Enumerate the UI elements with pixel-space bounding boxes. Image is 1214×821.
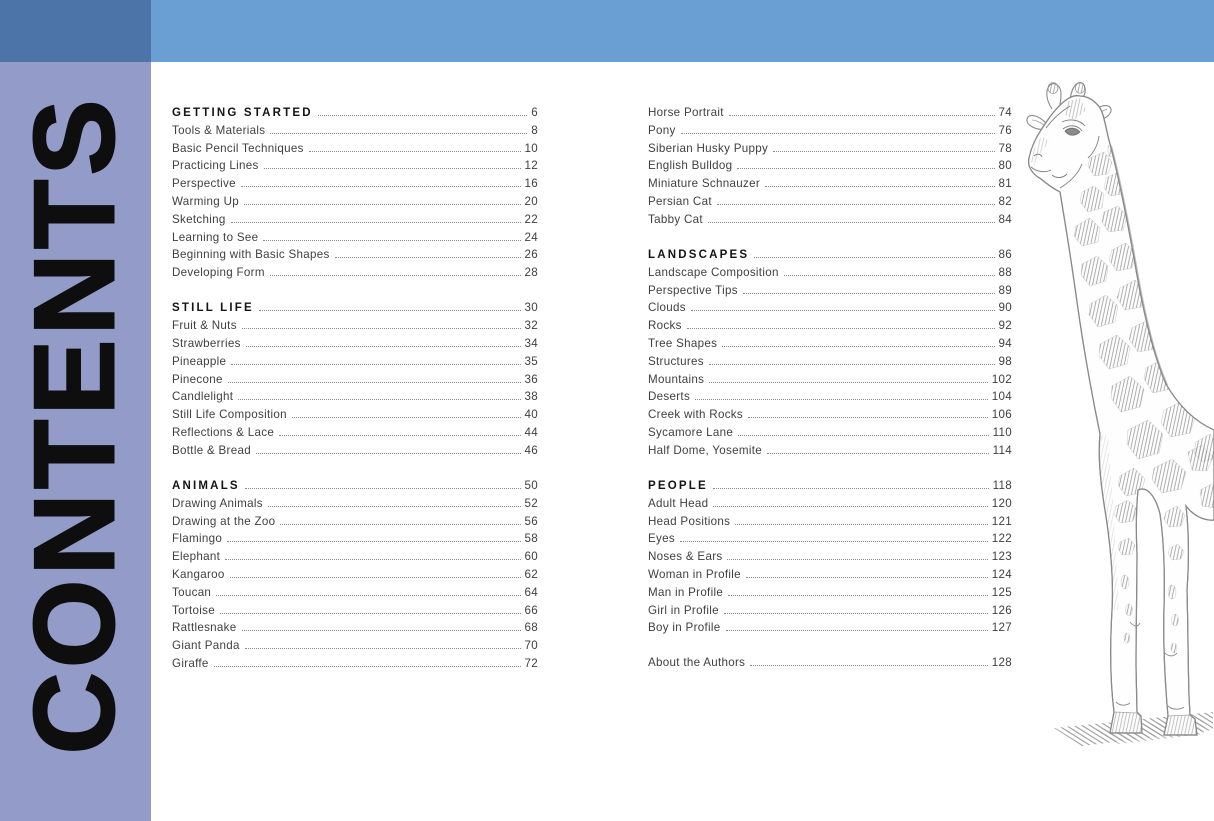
toc-page-number: 52 bbox=[524, 496, 538, 510]
toc-page-number: 89 bbox=[998, 283, 1012, 297]
toc-item-row bbox=[648, 142, 1012, 160]
dot-leader bbox=[259, 310, 521, 311]
toc-page-number: 16 bbox=[524, 177, 538, 191]
dot-leader bbox=[709, 382, 988, 383]
toc-section bbox=[172, 479, 538, 675]
toc-section bbox=[648, 248, 1012, 462]
toc-item-label: Drawing at the Zoo bbox=[172, 514, 276, 528]
toc-item-row bbox=[648, 195, 1012, 213]
toc-item-row bbox=[648, 532, 1012, 550]
toc-item-label: Miniature Schnauzer bbox=[648, 177, 761, 191]
dot-leader bbox=[231, 222, 521, 223]
dot-leader bbox=[784, 275, 995, 276]
toc-page-number: 26 bbox=[524, 248, 538, 262]
dot-leader bbox=[743, 293, 995, 294]
toc-item-label: Structures bbox=[648, 354, 704, 368]
toc-page-number: 56 bbox=[524, 514, 538, 528]
toc-page-number: 81 bbox=[998, 177, 1012, 191]
dot-leader bbox=[727, 559, 987, 560]
dot-leader bbox=[238, 399, 520, 400]
toc-page-number: 127 bbox=[991, 621, 1012, 635]
toc-item-row bbox=[172, 497, 538, 515]
toc-item-label: Basic Pencil Techniques bbox=[172, 141, 304, 155]
toc-item-row bbox=[648, 515, 1012, 533]
top-bar bbox=[151, 0, 1214, 62]
dot-leader bbox=[270, 275, 521, 276]
toc-page-number: 32 bbox=[524, 319, 538, 333]
dot-leader bbox=[280, 524, 520, 525]
dot-leader bbox=[225, 559, 520, 560]
toc-page-number: 64 bbox=[524, 585, 538, 599]
toc-item-label: Reflections & Lace bbox=[172, 425, 275, 439]
toc-page-number: 20 bbox=[524, 194, 538, 208]
toc-item-label: Persian Cat bbox=[648, 194, 712, 208]
toc-item-label: Adult Head bbox=[648, 496, 709, 510]
toc-page-number: 102 bbox=[991, 372, 1012, 386]
toc-page-number: 58 bbox=[524, 532, 538, 546]
dot-leader bbox=[709, 364, 995, 365]
toc-page-number: 28 bbox=[524, 266, 538, 280]
toc-item-row bbox=[648, 355, 1012, 373]
toc-page-number: 30 bbox=[524, 301, 538, 315]
toc-item-label: Pineapple bbox=[172, 354, 227, 368]
toc-page-number: 72 bbox=[524, 656, 538, 670]
toc-heading-row bbox=[648, 479, 1012, 497]
toc-item-label: Noses & Ears bbox=[648, 550, 723, 564]
toc-page-number: 10 bbox=[524, 141, 538, 155]
toc-item-label: Clouds bbox=[648, 301, 686, 315]
toc-item-label: Tortoise bbox=[172, 603, 215, 617]
dot-leader bbox=[245, 648, 521, 649]
toc-item-label: About the Authors bbox=[648, 656, 746, 670]
dot-leader bbox=[680, 541, 988, 542]
toc-item-row bbox=[172, 515, 538, 533]
toc-page-number: 126 bbox=[991, 603, 1012, 617]
toc-item-label: Kangaroo bbox=[172, 567, 225, 581]
toc-page-number: 68 bbox=[524, 621, 538, 635]
toc-item-row bbox=[172, 568, 538, 586]
dot-leader bbox=[708, 222, 995, 223]
dot-leader bbox=[335, 257, 521, 258]
toc-item-row bbox=[172, 319, 538, 337]
toc-item-row bbox=[172, 355, 538, 373]
toc-page-number: 44 bbox=[524, 425, 538, 439]
toc-item-row bbox=[172, 426, 538, 444]
toc-item-row bbox=[172, 213, 538, 231]
dot-leader bbox=[241, 186, 521, 187]
toc-item-row bbox=[172, 550, 538, 568]
toc-page-number: 8 bbox=[531, 123, 538, 137]
toc-item-label: Girl in Profile bbox=[648, 603, 719, 617]
toc-item-label: English Bulldog bbox=[648, 159, 733, 173]
toc-item-label: Toucan bbox=[172, 585, 212, 599]
toc-section bbox=[172, 301, 538, 461]
toc-page-number: 62 bbox=[524, 567, 538, 581]
toc-page-number: 118 bbox=[992, 478, 1012, 492]
toc-page-number: 98 bbox=[998, 354, 1012, 368]
toc-item-label: Warming Up bbox=[172, 194, 239, 208]
toc-item-label: Pony bbox=[648, 123, 676, 137]
toc-item-row bbox=[648, 497, 1012, 515]
toc-item-row bbox=[648, 408, 1012, 426]
dot-leader bbox=[695, 399, 988, 400]
dot-leader bbox=[717, 204, 995, 205]
toc-item-label: Giraffe bbox=[172, 656, 209, 670]
dot-leader bbox=[246, 346, 521, 347]
toc-page-number: 124 bbox=[991, 567, 1012, 581]
toc-item-label: Man in Profile bbox=[648, 585, 724, 599]
dot-leader bbox=[765, 186, 994, 187]
toc-item-label: Tools & Materials bbox=[172, 123, 266, 137]
toc-section bbox=[172, 106, 538, 284]
toc-item-row bbox=[172, 444, 538, 462]
toc-section bbox=[648, 656, 1012, 674]
toc-item-row bbox=[172, 231, 538, 249]
dot-leader bbox=[230, 577, 521, 578]
toc-page-number: 24 bbox=[524, 230, 538, 244]
dot-leader bbox=[737, 168, 994, 169]
toc-item-label: Mountains bbox=[648, 372, 705, 386]
dot-leader bbox=[687, 328, 995, 329]
toc-page-number: 123 bbox=[991, 550, 1012, 564]
toc-item-row bbox=[172, 604, 538, 622]
toc-item-label: Flamingo bbox=[172, 532, 223, 546]
toc-item-label: Half Dome, Yosemite bbox=[648, 443, 762, 457]
toc-item-row bbox=[172, 248, 538, 266]
toc-item-row bbox=[648, 284, 1012, 302]
toc-item-row bbox=[648, 656, 1012, 674]
toc-item-label: Sycamore Lane bbox=[648, 425, 734, 439]
toc-item-row bbox=[648, 177, 1012, 195]
toc-item-label: Eyes bbox=[648, 532, 675, 546]
toc-page-number: 84 bbox=[998, 212, 1012, 226]
toc-page-number: 60 bbox=[524, 550, 538, 564]
toc-page-number: 40 bbox=[524, 408, 538, 422]
giraffe-pencil-sketch-illustration bbox=[1024, 62, 1214, 820]
dot-leader bbox=[220, 613, 521, 614]
toc-item-label: Head Positions bbox=[648, 514, 731, 528]
toc-item-row bbox=[172, 337, 538, 355]
toc-page-number: 50 bbox=[524, 478, 538, 492]
dot-leader bbox=[309, 151, 521, 152]
toc-item-label: Creek with Rocks bbox=[648, 408, 743, 422]
toc-item-label: Fruit & Nuts bbox=[172, 319, 237, 333]
toc-item-label: Elephant bbox=[172, 550, 221, 564]
top-bar-left-block bbox=[0, 0, 151, 62]
toc-item-label: Strawberries bbox=[172, 336, 241, 350]
dot-leader bbox=[256, 453, 521, 454]
toc-item-label: Landscape Composition bbox=[648, 265, 779, 279]
toc-page-number: 122 bbox=[991, 532, 1012, 546]
dot-leader bbox=[728, 595, 988, 596]
toc-item-row bbox=[172, 657, 538, 675]
toc-page-number: 34 bbox=[524, 336, 538, 350]
dot-leader bbox=[722, 346, 994, 347]
toc-item-row bbox=[172, 159, 538, 177]
toc-page-number: 110 bbox=[992, 425, 1012, 439]
dot-leader bbox=[216, 595, 520, 596]
toc-item-row bbox=[648, 604, 1012, 622]
toc-item-label: Siberian Husky Puppy bbox=[648, 141, 769, 155]
toc-item-row bbox=[648, 568, 1012, 586]
toc-item-label: Learning to See bbox=[172, 230, 259, 244]
toc-item-row bbox=[648, 124, 1012, 142]
side-stripe bbox=[0, 62, 151, 821]
toc-page-number: 78 bbox=[998, 141, 1012, 155]
dot-leader bbox=[231, 364, 520, 365]
toc-heading-label: LANDSCAPES bbox=[648, 248, 750, 261]
dot-leader bbox=[228, 382, 521, 383]
toc-heading-row bbox=[172, 479, 538, 497]
toc-heading-row bbox=[648, 248, 1012, 266]
dot-leader bbox=[746, 577, 988, 578]
toc-item-row bbox=[172, 195, 538, 213]
dot-leader bbox=[748, 417, 988, 418]
dot-leader bbox=[691, 310, 995, 311]
toc-item-label: Tree Shapes bbox=[648, 336, 718, 350]
toc-item-label: Rattlesnake bbox=[172, 621, 237, 635]
toc-item-row bbox=[172, 586, 538, 604]
toc-item-row bbox=[172, 532, 538, 550]
toc-item-row bbox=[172, 142, 538, 160]
toc-page-number: 128 bbox=[991, 656, 1012, 670]
dot-leader bbox=[242, 630, 521, 631]
dot-leader bbox=[263, 240, 520, 241]
toc-heading-label: STILL LIFE bbox=[172, 302, 254, 315]
toc-item-label: Sketching bbox=[172, 212, 226, 226]
toc-item-row bbox=[648, 586, 1012, 604]
toc-item-row bbox=[172, 639, 538, 657]
toc-item-row bbox=[648, 106, 1012, 124]
toc-page-number: 36 bbox=[524, 372, 538, 386]
toc-page-number: 76 bbox=[998, 123, 1012, 137]
toc-heading-row bbox=[172, 301, 538, 319]
toc-item-label: Practicing Lines bbox=[172, 159, 259, 173]
toc-item-row bbox=[172, 390, 538, 408]
toc-heading-label: ANIMALS bbox=[172, 479, 240, 492]
dot-leader bbox=[750, 665, 987, 666]
toc-heading-row bbox=[172, 106, 538, 124]
toc-column-1 bbox=[172, 106, 538, 675]
dot-leader bbox=[754, 257, 994, 258]
toc-item-label: Giant Panda bbox=[172, 639, 240, 653]
toc-item-label: Woman in Profile bbox=[648, 567, 741, 581]
toc-page-number: 66 bbox=[524, 603, 538, 617]
toc-item-label: Tabby Cat bbox=[648, 212, 703, 226]
toc-page-number: 46 bbox=[524, 443, 538, 457]
toc-item-label: Bottle & Bread bbox=[172, 443, 251, 457]
toc-column-2 bbox=[648, 106, 1012, 674]
toc-item-row bbox=[648, 426, 1012, 444]
dot-leader bbox=[773, 151, 994, 152]
toc-item-label: Boy in Profile bbox=[648, 621, 721, 635]
toc-item-label: Perspective Tips bbox=[648, 283, 738, 297]
toc-page-number: 82 bbox=[998, 194, 1012, 208]
toc-heading-label: GETTING STARTED bbox=[172, 107, 313, 119]
dot-leader bbox=[713, 488, 989, 489]
dot-leader bbox=[292, 417, 521, 418]
toc-item-row bbox=[172, 408, 538, 426]
dot-leader bbox=[681, 133, 995, 134]
toc-item-row bbox=[172, 177, 538, 195]
toc-page-number: 106 bbox=[991, 408, 1012, 422]
contents-vertical-title: CONTENTS bbox=[11, 95, 139, 754]
toc-item-row bbox=[172, 373, 538, 391]
toc-page-number: 120 bbox=[991, 496, 1012, 510]
toc-item-label: Deserts bbox=[648, 390, 691, 404]
dot-leader bbox=[735, 524, 988, 525]
toc-item-row bbox=[648, 159, 1012, 177]
toc-item-row bbox=[648, 373, 1012, 391]
toc-item-label: Perspective bbox=[172, 177, 236, 191]
toc-item-row bbox=[172, 124, 538, 142]
toc-page-number: 35 bbox=[524, 354, 538, 368]
toc-page-number: 74 bbox=[998, 106, 1012, 119]
toc-item-label: Rocks bbox=[648, 319, 682, 333]
toc-page-number: 125 bbox=[991, 585, 1012, 599]
toc-section bbox=[648, 479, 1012, 639]
dot-leader bbox=[270, 133, 527, 134]
dot-leader bbox=[279, 435, 520, 436]
toc-page-number: 104 bbox=[991, 390, 1012, 404]
toc-item-row bbox=[648, 390, 1012, 408]
toc-page-number: 70 bbox=[524, 639, 538, 653]
toc-item-row bbox=[648, 319, 1012, 337]
toc-item-label: Pinecone bbox=[172, 372, 223, 386]
dot-leader bbox=[767, 453, 989, 454]
toc-item-row bbox=[172, 621, 538, 639]
toc-page-number: 114 bbox=[992, 443, 1012, 457]
toc-item-label: Candlelight bbox=[172, 390, 234, 404]
dot-leader bbox=[318, 115, 527, 116]
toc-page-number: 6 bbox=[531, 106, 538, 119]
dot-leader bbox=[738, 435, 989, 436]
toc-item-row bbox=[648, 301, 1012, 319]
dot-leader bbox=[214, 666, 521, 667]
toc-item-row bbox=[648, 213, 1012, 231]
dot-leader bbox=[713, 506, 987, 507]
toc-item-label: Developing Form bbox=[172, 266, 265, 280]
toc-page-number: 121 bbox=[991, 514, 1012, 528]
dot-leader bbox=[726, 630, 988, 631]
dot-leader bbox=[724, 613, 988, 614]
dot-leader bbox=[242, 328, 521, 329]
dot-leader bbox=[264, 168, 521, 169]
toc-page-number: 80 bbox=[998, 159, 1012, 173]
toc-heading-label: PEOPLE bbox=[648, 479, 708, 492]
dot-leader bbox=[245, 488, 521, 489]
toc-item-row bbox=[648, 621, 1012, 639]
toc-item-label: Drawing Animals bbox=[172, 496, 263, 510]
toc-item-label: Still Life Composition bbox=[172, 408, 287, 422]
toc-item-row bbox=[648, 444, 1012, 462]
toc-page-number: 90 bbox=[998, 301, 1012, 315]
toc-section bbox=[648, 106, 1012, 231]
dot-leader bbox=[244, 204, 521, 205]
toc-item-row bbox=[648, 266, 1012, 284]
toc-page-number: 38 bbox=[524, 390, 538, 404]
toc-item-row bbox=[648, 550, 1012, 568]
toc-page-number: 88 bbox=[998, 265, 1012, 279]
toc-item-row bbox=[648, 337, 1012, 355]
dot-leader bbox=[729, 115, 995, 116]
dot-leader bbox=[268, 506, 521, 507]
toc-page-number: 22 bbox=[524, 212, 538, 226]
toc-page-number: 86 bbox=[998, 247, 1012, 261]
dot-leader bbox=[227, 541, 520, 542]
toc-page-number: 92 bbox=[998, 319, 1012, 333]
toc-item-label: Horse Portrait bbox=[648, 106, 724, 119]
toc-item-row bbox=[172, 266, 538, 284]
toc-page-number: 12 bbox=[524, 159, 538, 173]
toc-page-number: 94 bbox=[998, 336, 1012, 350]
toc-item-label: Beginning with Basic Shapes bbox=[172, 248, 330, 262]
